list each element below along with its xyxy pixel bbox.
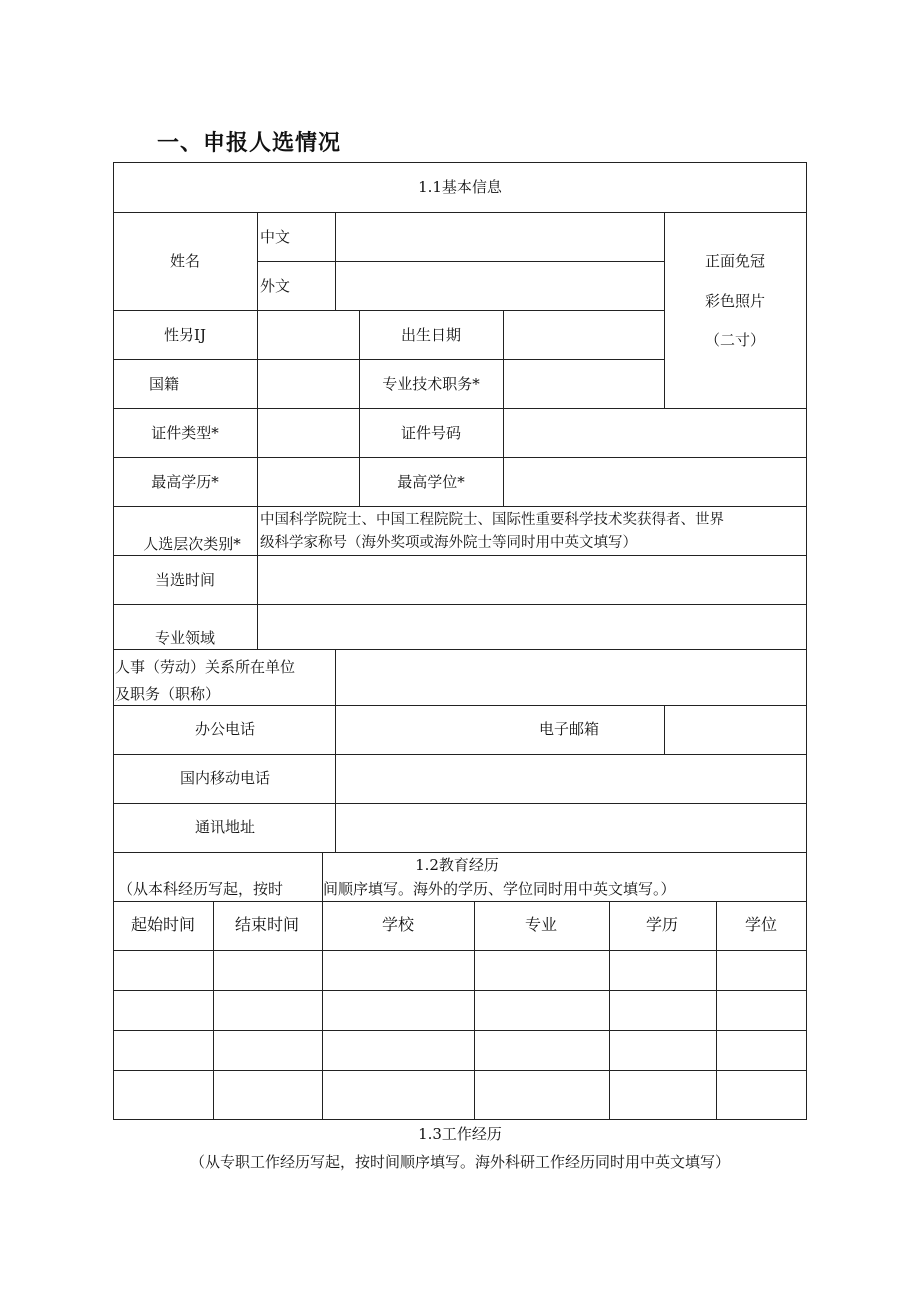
category-label: 人选层次类别*	[143, 535, 241, 553]
highest-degree-label: 最高学位*	[397, 473, 465, 491]
edu-col-major: 专业	[524, 915, 558, 934]
mobile-label: 国内移动电话	[179, 769, 271, 787]
office-phone-field[interactable]	[336, 706, 506, 753]
gender-label: 性另IJ	[164, 326, 206, 344]
address-field[interactable]	[336, 804, 805, 851]
office-phone-label: 办公电话	[194, 720, 256, 738]
education-row[interactable]	[114, 1031, 806, 1069]
page-title: 一、申报人选情况	[157, 131, 342, 156]
employer-label-line2: 及职务（职称）	[115, 685, 221, 703]
work-note: （从专职工作经历写起，按时间顺序填写。海外科研工作经历同时用中英文填写）	[189, 1153, 731, 1171]
section-title-work: 1.3工作经历	[418, 1125, 502, 1143]
email-field[interactable]	[665, 706, 805, 753]
education-note-left: （从本科经历写起，按时	[118, 880, 284, 898]
address-label: 通讯地址	[194, 818, 256, 836]
elected-time-label: 当选时间	[154, 571, 216, 589]
education-row[interactable]	[114, 951, 806, 989]
id-type-label: 证件类型*	[151, 424, 219, 442]
nationality-label: 国籍	[148, 375, 180, 393]
edu-col-school: 学校	[381, 915, 415, 934]
edu-col-education: 学历	[645, 915, 679, 934]
gender-field[interactable]	[258, 311, 358, 358]
elected-time-field[interactable]	[258, 556, 805, 603]
name-foreign-field[interactable]	[336, 262, 663, 309]
category-options-line2: 级科学家称号（海外奖项或海外院士等同时用中英文填写）	[260, 535, 637, 551]
id-type-field[interactable]	[258, 409, 358, 456]
edu-col-degree: 学位	[744, 915, 778, 934]
employer-field[interactable]	[336, 650, 805, 704]
nationality-field[interactable]	[258, 360, 358, 407]
prof-title-label: 专业技术职务*	[382, 375, 480, 393]
education-row[interactable]	[114, 1071, 806, 1118]
photo-box[interactable]	[665, 213, 805, 407]
category-options-line1: 中国科学院院士、中国工程院院士、国际性重要科学技术奖获得者、世界	[260, 512, 724, 528]
birth-date-field[interactable]	[504, 311, 663, 358]
education-row[interactable]	[114, 991, 806, 1029]
id-number-field[interactable]	[504, 409, 805, 456]
mobile-field[interactable]	[336, 755, 805, 802]
section-title-basic-info: 1.1基本信息	[418, 178, 502, 196]
name-chinese-field[interactable]	[336, 213, 663, 260]
highest-edu-field[interactable]	[258, 458, 358, 505]
highest-degree-field[interactable]	[504, 458, 805, 505]
email-label: 电子邮箱	[538, 720, 600, 738]
photo-label-line2: 彩色照片	[704, 292, 766, 310]
photo-label-line1: 正面免冠	[704, 252, 766, 270]
field-label: 专业领域	[154, 629, 216, 647]
id-number-label: 证件号码	[400, 424, 462, 442]
employer-label-line1: 人事（劳动）关系所在单位	[115, 658, 296, 676]
prof-title-field[interactable]	[504, 360, 663, 407]
photo-label-line3: （二寸）	[704, 331, 766, 349]
section-title-education: 1.2教育经历	[415, 856, 499, 874]
birth-date-label: 出生日期	[400, 326, 462, 344]
name-label: 姓名	[169, 252, 201, 270]
name-foreign-label: 外文	[260, 277, 291, 295]
field-field[interactable]	[258, 605, 805, 648]
name-chinese-label: 中文	[260, 228, 291, 246]
education-note-right: 间顺序填写。海外的学历、学位同时用中英文填写。）	[323, 880, 676, 898]
edu-col-end: 结束时间	[234, 915, 300, 934]
edu-col-start: 起始时间	[130, 915, 196, 934]
highest-edu-label: 最高学历*	[151, 473, 219, 491]
